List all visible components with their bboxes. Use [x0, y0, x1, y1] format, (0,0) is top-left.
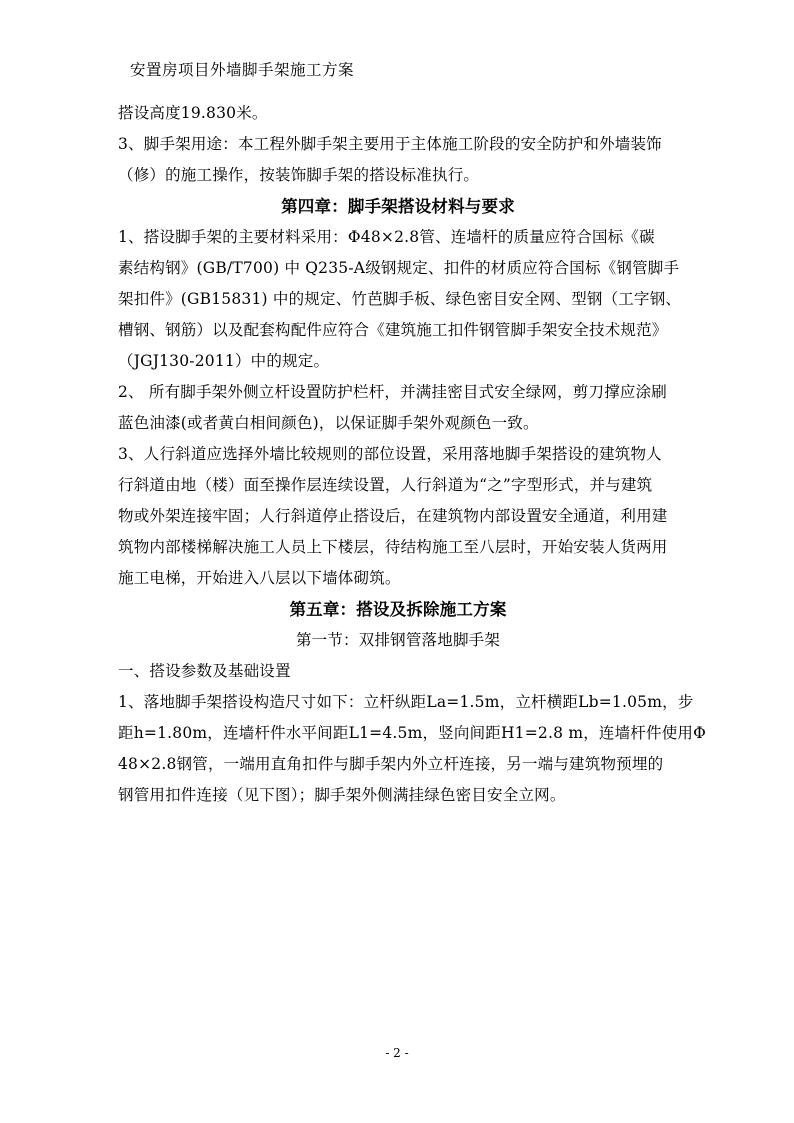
- running-header: 安置房项目外墙脚手架施工方案: [130, 61, 355, 79]
- paragraph-line: 3、脚手架用途：本工程外脚手架主要用于主体施工阶段的安全防护和外墙装饰: [118, 135, 662, 153]
- paragraph-line: 搭设高度19.830米。: [118, 104, 268, 122]
- paragraph-line: 蓝色油漆(或者黄白相间颜色)，以保证脚手架外观颜色一致。: [118, 414, 539, 432]
- chapter-heading: 第五章：搭设及拆除施工方案: [289, 600, 507, 619]
- body-text: [118, 98, 707, 811]
- page-number: - 2 -: [385, 1046, 409, 1060]
- paragraph-line: 钢管用扣件连接（见下图）；脚手架外侧满挂绿色密目安全立网。: [118, 786, 566, 804]
- paragraph-line: 槽钢、钢筋）以及配套构配件应符合《建筑施工扣件钢管脚手架安全技术规范》: [118, 321, 668, 339]
- paragraph-line: （JGJ130-2011）中的规定。: [118, 352, 330, 370]
- paragraph-line: 物或外架连接牢固；人行斜道停止搭设后，在建筑物内部设置安全通道，利用建: [118, 507, 668, 525]
- paragraph-line: 1、搭设脚手架的主要材料采用：Φ48×2.8管、连墙杆的质量应符合国标《碳: [118, 228, 655, 246]
- paragraph-line: 3、人行斜道应选择外墙比较规则的部位设置，采用落地脚手架搭设的建筑物人: [118, 445, 662, 463]
- paragraph-line: 2、 所有脚手架外侧立杆设置防护栏杆，并满挂密目式安全绿网，剪刀撑应涂刷: [118, 383, 667, 401]
- paragraph-line: 1、落地脚手架搭设构造尺寸如下：立杆纵距La=1.5m，立杆横距Lb=1.05m，步: [118, 693, 694, 711]
- paragraph-line: 距h=1.80m，连墙杆件水平间距L1=4.5m，竖向间距H1=2.8 m，连墙杆件使用Φ: [118, 724, 707, 742]
- paragraph-line: 施工电梯，开始进入八层以下墙体砌筑。: [118, 569, 401, 587]
- chapter-heading: 第四章：脚手架搭设材料与要求: [281, 197, 515, 216]
- paragraph-line: （修）的施工操作，按装饰脚手架的搭设标准执行。: [118, 166, 480, 184]
- section-heading: 第一节：双排钢管落地脚手架: [295, 631, 501, 649]
- paragraph-line: 素结构钢》(GB/T700) 中 Q235-A级钢规定、扣件的材质应符合国标《钢管脚手: [118, 259, 680, 277]
- paragraph-line: 一、搭设参数及基础设置: [118, 662, 291, 680]
- paragraph-line: 行斜道由地（楼）面至操作层连续设置，人行斜道为“之”字型形式，并与建筑: [118, 476, 653, 494]
- paragraph-line: 48×2.8钢管，一端用直角扣件与脚手架内外立杆连接，另一端与建筑物预埋的: [118, 755, 664, 773]
- paragraph-line: 架扣件》(GB15831) 中的规定、竹芭脚手板、绿色密目安全网、型钢（工字钢、: [118, 290, 682, 308]
- paragraph-line: 筑物内部楼梯解决施工人员上下楼层，待结构施工至八层时，开始安装人货两用: [118, 538, 668, 556]
